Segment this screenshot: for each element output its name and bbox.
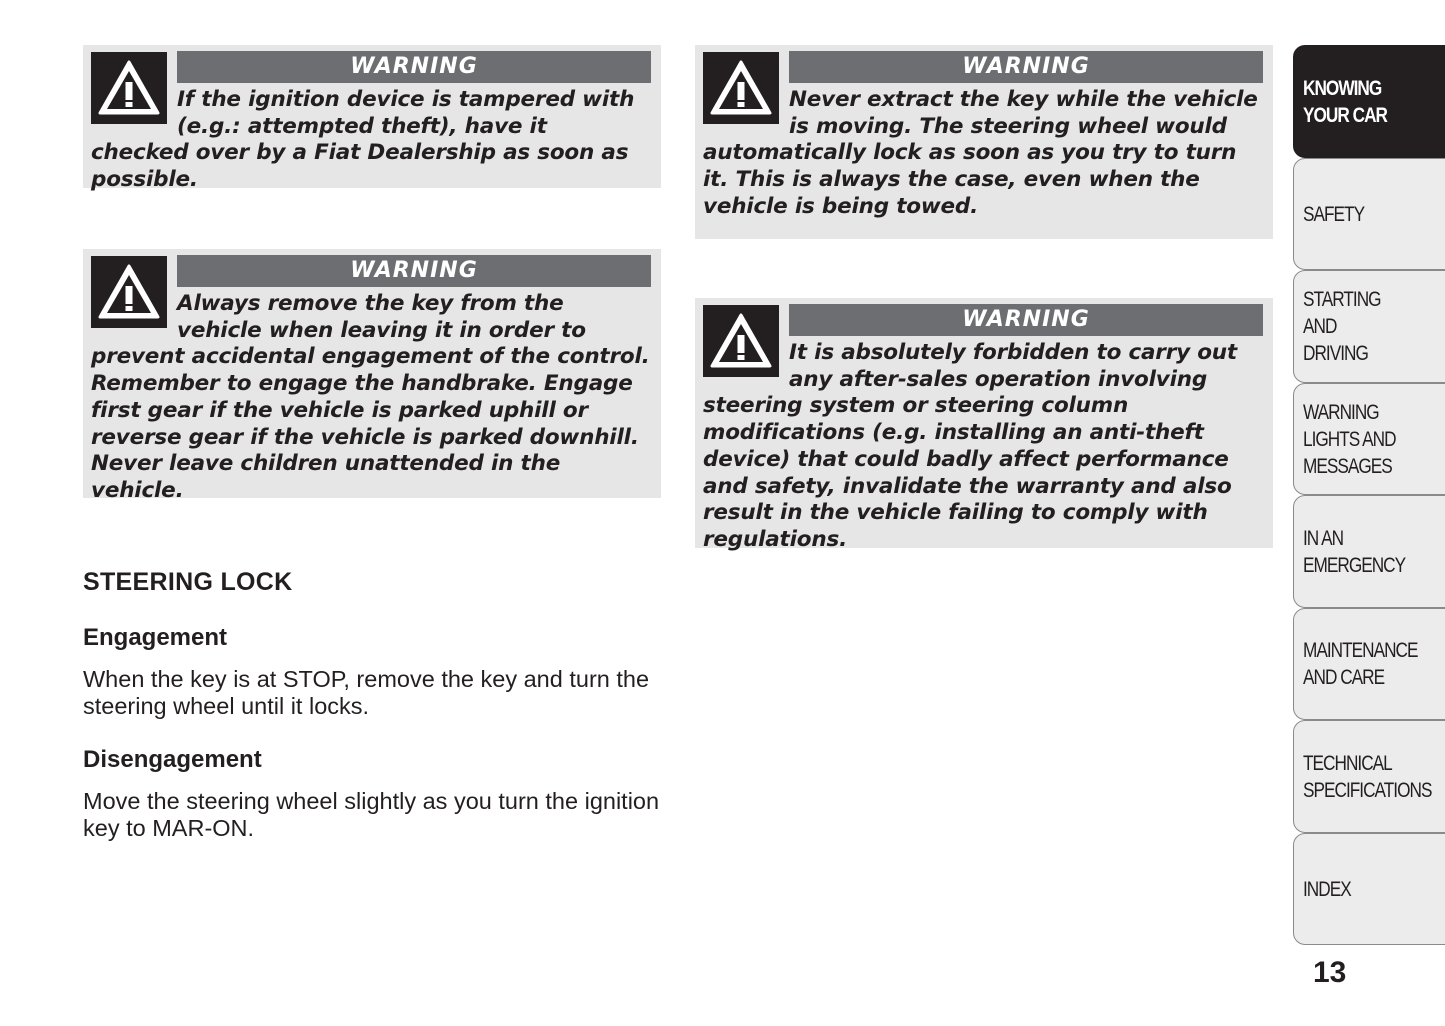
disengagement-text: Move the steering wheel slightly as you turn the ignition key to MAR-ON. <box>83 788 660 841</box>
warning-box-extract-key <box>695 45 1273 239</box>
section-title: STEERING LOCK <box>83 568 293 596</box>
tab-knowing-your-car[interactable] <box>1293 45 1445 158</box>
tab-index[interactable] <box>1293 833 1445 945</box>
tab-label: STARTING AND DRIVING <box>1303 288 1381 365</box>
tab-in-an-emergency[interactable] <box>1293 495 1445 608</box>
warning-heading: WARNING <box>177 255 651 287</box>
warning-box-ignition <box>83 45 661 193</box>
warning-triangle-icon <box>91 52 167 124</box>
warning-text: Never extract the key while the vehicle is moving. The steering wheel would automatically lock as soon as you try to turn it. This is always the case, even when the vehicle is being towed. <box>703 87 1258 219</box>
warning-box-after-sales <box>695 298 1273 552</box>
disengagement-heading: Disengagement <box>83 746 262 773</box>
tab-label: IN AN EMERGENCY <box>1303 526 1406 577</box>
warning-triangle-icon <box>91 256 167 328</box>
tab-label: KNOWING YOUR CAR <box>1303 76 1387 127</box>
tab-starting-and-driving[interactable] <box>1293 270 1445 383</box>
tab-warning-lights[interactable] <box>1293 383 1445 495</box>
tab-label: WARNING LIGHTS AND MESSAGES <box>1303 400 1396 478</box>
tab-label: SAFETY <box>1303 202 1365 226</box>
warning-heading: WARNING <box>789 51 1263 83</box>
warning-text: It is absolutely forbidden to carry out any after-sales operation involving steering system or steering column modifications (e.g. installing an anti-theft device) that could badly affect performance and safety, invalidate the warranty and also result in the vehicle failing to comply with regulations. <box>703 340 1237 552</box>
warning-heading: WARNING <box>177 51 651 83</box>
tab-maintenance-and-care[interactable] <box>1293 608 1445 720</box>
warning-triangle-icon <box>703 305 779 377</box>
tab-label: INDEX <box>1303 877 1351 901</box>
engagement-text: When the key is at STOP, remove the key and turn the steering wheel until it locks. <box>83 666 650 719</box>
warning-box-remove-key <box>83 249 661 503</box>
warning-text: If the ignition device is tampered with (e.g.: attempted theft), have it checked over by a Fiat Dealership as soon as possible. <box>91 87 635 193</box>
tab-technical-specifications[interactable] <box>1293 720 1445 833</box>
warning-text: Always remove the key from the vehicle when leaving it in order to prevent accidental engagement of the control. Remember to engage the handbrake. Engage first gear if the vehicle is parked uphill or reverse gear if the vehicle is parked downhill. Never leave children unattended in the vehicle. <box>91 291 650 503</box>
tab-label: MAINTENANCE AND CARE <box>1303 639 1418 689</box>
page-number: 13 <box>1313 956 1347 989</box>
warning-triangle-icon <box>703 52 779 124</box>
engagement-heading: Engagement <box>83 624 228 651</box>
warning-heading: WARNING <box>789 304 1263 336</box>
tab-label: TECHNICAL SPECIFICATIONS <box>1303 751 1432 802</box>
tab-safety[interactable] <box>1293 158 1445 270</box>
